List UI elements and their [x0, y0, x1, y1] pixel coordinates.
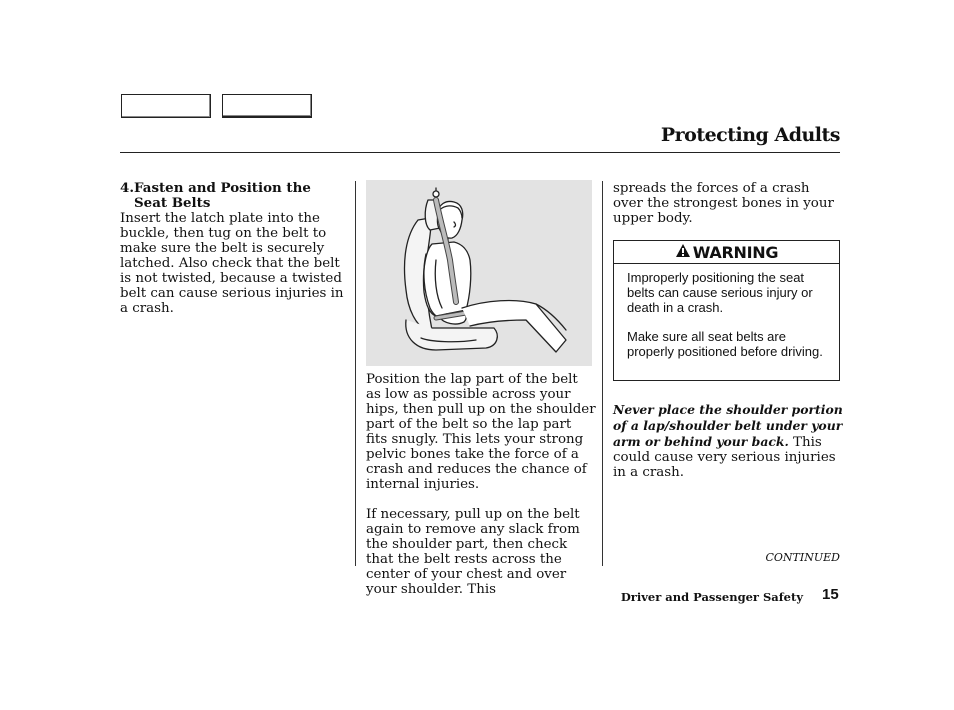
column-divider	[602, 181, 603, 566]
column-divider	[355, 181, 356, 566]
step-heading	[120, 181, 348, 211]
step-number: 4.	[120, 180, 134, 196]
column-right	[613, 181, 841, 226]
continued-label: CONTINUED	[765, 551, 840, 564]
seated-person-seatbelt-illustration	[366, 180, 592, 366]
note-emphasis: Never place the shoulder portion of a lap/shoulder belt under your arm or behind your back.	[613, 402, 843, 449]
page-number: 15	[822, 586, 839, 603]
warning-box	[613, 240, 840, 381]
nav-button-index[interactable]	[222, 94, 312, 118]
page-title: Protecting Adults	[660, 124, 840, 146]
column-left	[120, 181, 348, 316]
warning-header	[614, 241, 839, 264]
step-title: Fasten and Position the Seat Belts	[134, 180, 311, 211]
column-middle	[366, 372, 596, 597]
footer-section-title: Driver and Passenger Safety	[620, 590, 803, 604]
belt-placement-note	[613, 402, 843, 480]
note-rest: This could cause very serious injuries in a crash.	[613, 435, 836, 480]
warning-text-1: Improperly positioning the seat belts can cause serious injury or death in a crash.	[627, 270, 813, 315]
nav-button-contents[interactable]	[121, 94, 211, 118]
warning-triangle-icon	[675, 243, 691, 262]
seatbelt-illustration	[366, 180, 592, 366]
warning-text-2: Make sure all seat belts are properly positioned before driving.	[627, 329, 823, 359]
step-body: Insert the latch plate into the buckle, then tug on the belt to make sure the belt is securely latched. Also check that the belt is not twisted, because a twisted belt can cause serious injuries in a crash.	[120, 211, 344, 316]
right-paragraph-1: spreads the forces of a crash over the strongest bones in your upper body.	[613, 181, 834, 226]
middle-paragraph-1: Position the lap part of the belt as low as possible across your hips, then pull up on the shoulder part of the belt so the lap part fits snugly. This lets your strong pelvic bones take the force of a crash and reduces the chance of internal injuries.	[366, 372, 596, 492]
title-rule	[120, 152, 840, 153]
warning-body	[614, 264, 839, 359]
warning-label: WARNING	[692, 242, 779, 262]
middle-paragraph-2: If necessary, pull up on the belt again to remove any slack from the shoulder part, then check that the belt rests across the center of your chest and over your shoulder. This	[366, 507, 580, 597]
